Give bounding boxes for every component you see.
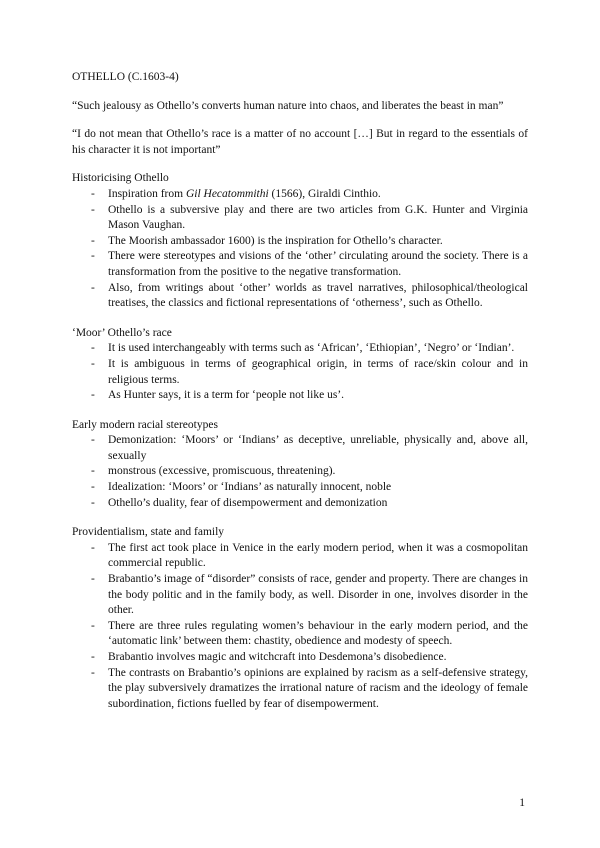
dash-bullet: - bbox=[91, 357, 95, 370]
list-item: - Brabantio involves magic and witchcraft into Desdemona’s disobedience. bbox=[72, 650, 528, 666]
list-item: - There are three rules regulating women’s behaviour in the early modern period, and the ‘automatic link’ between them: chastity, obedience and modesty of speech. bbox=[91, 619, 528, 648]
dash-bullet: - bbox=[91, 342, 95, 355]
list-item: - Brabantio’s image of “disorder” consists of race, gender and property. There are changes in the body politic and in the family body, as well. Disorder in one, involves disorder in the other. bbox=[91, 573, 528, 617]
list-item: - monstrous (excessive, promiscuous, threatening). bbox=[72, 464, 528, 480]
section-stereotypes bbox=[72, 418, 528, 512]
section-heading: Providentialism, state and family bbox=[72, 526, 225, 539]
quote-race: “I do not mean that Othello’s race is a matter of no account […] But in regard to the essentials of his character it is not important” bbox=[72, 128, 528, 156]
list-item: - The Moorish ambassador 1600) is the inspiration for Othello’s character. bbox=[72, 234, 528, 250]
dash-bullet: - bbox=[91, 666, 95, 679]
dash-bullet: - bbox=[91, 389, 95, 402]
quote-jealousy: “Such jealousy as Othello’s converts human nature into chaos, and liberates the beast in man” bbox=[72, 99, 504, 112]
bullet-list bbox=[72, 341, 528, 403]
section-historicising bbox=[72, 171, 528, 311]
section-heading: Early modern racial stereotypes bbox=[72, 418, 218, 431]
document-title: OTHELLO (C.1603-4) bbox=[72, 71, 179, 83]
dash-bullet: - bbox=[91, 496, 95, 509]
list-item: - The contrasts on Brabantio’s opinions are explained by racism as a self-defensive strategy, the play subversively dramatizes the irrational nature of racism and the ideology of female subordination, fictions fuelled by fear of disempowerment. bbox=[91, 666, 528, 710]
section-providentialism bbox=[72, 525, 528, 712]
page-number: 1 bbox=[519, 797, 525, 809]
dash-bullet: - bbox=[91, 651, 95, 663]
list-item: - Inspiration from Gil Hecatommithi (1566), Giraldi Cinthio. bbox=[72, 187, 528, 203]
bullet-list bbox=[72, 187, 528, 312]
dash-bullet: - bbox=[91, 187, 95, 200]
dash-bullet: - bbox=[91, 434, 95, 447]
dash-bullet: - bbox=[91, 465, 95, 478]
dash-bullet: - bbox=[91, 619, 95, 632]
italic-title: Gil Hecatommithi bbox=[185, 187, 269, 200]
list-item: - Demonization: ‘Moors’ or ‘Indians’ as deceptive, unreliable, physically and, above all, sexually bbox=[91, 434, 528, 462]
list-item: - Othello is a subversive play and there are two articles from G.K. Hunter and Virginia Mason Vaughan. bbox=[91, 203, 528, 232]
section-moor-race bbox=[72, 326, 528, 404]
section-heading: Historicising Othello bbox=[72, 172, 169, 185]
dash-bullet: - bbox=[91, 234, 95, 247]
list-item: - It is used interchangeably with terms such as ‘African’, ‘Ethiopian’, ‘Negro’ or ‘Indian’. bbox=[72, 341, 528, 357]
list-item: - The first act took place in Venice in the early modern period, when it was a cosmopolitan commercial republic. bbox=[91, 541, 528, 570]
document-page bbox=[72, 70, 528, 726]
list-item: - Idealization: ‘Moors’ or ‘Indians’ as naturally innocent, noble bbox=[72, 480, 528, 496]
dash-bullet: - bbox=[91, 541, 95, 554]
section-heading: ‘Moor’ Othello’s race bbox=[72, 326, 172, 339]
bullet-list bbox=[72, 433, 528, 511]
dash-bullet: - bbox=[91, 573, 95, 586]
bullet-list bbox=[72, 541, 528, 713]
dash-bullet: - bbox=[91, 481, 95, 494]
list-item: - Also, from writings about ‘other’ worlds as travel narratives, philosophical/theological treatises, the classics and fictional representations of ‘otherness’, such as Othello. bbox=[91, 281, 528, 310]
list-item: - Othello’s duality, fear of disempowerment and demonization bbox=[72, 496, 528, 512]
list-item: - There were stereotypes and visions of the ‘other’ circulating around the society. There is a transformation from the positive to the negative transformation. bbox=[91, 250, 528, 278]
list-item: - As Hunter says, it is a term for ‘people not like us’. bbox=[72, 388, 528, 404]
dash-bullet: - bbox=[91, 203, 95, 216]
dash-bullet: - bbox=[91, 281, 95, 294]
dash-bullet: - bbox=[91, 250, 95, 263]
list-item: - It is ambiguous in terms of geographical origin, in terms of race/skin colour and in religious terms. bbox=[91, 357, 528, 386]
